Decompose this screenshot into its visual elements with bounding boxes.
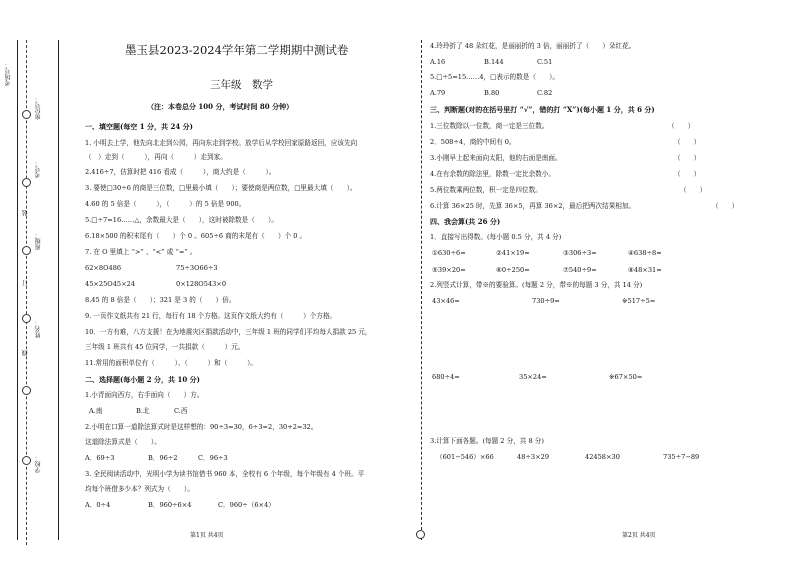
seal-char-1: 装 — [22, 210, 29, 216]
binding-line-outer — [17, 40, 18, 540]
question-choice-2a: 2.小明在口算一道除法算式时是这样想的：90÷3=30，6÷3=2，30+2=32。 — [85, 423, 318, 431]
binding-hole-icon — [22, 246, 31, 255]
oral-calc-item: ⑥0÷250= — [496, 266, 530, 274]
name-field-label: 姓名： — [35, 320, 42, 338]
vertical-calc-item: 35×24= — [519, 373, 547, 381]
oral-calc-item: ②41×19≈ — [496, 249, 530, 257]
question-choice-3a: 3. 全民阅读活动中，光明小学为读书馆借书 960 本，全校有 6 个年级，每个年级有 4 个班。平 — [85, 470, 365, 478]
choice-option: C．96÷3 — [198, 454, 228, 462]
judge-answer-paren[interactable]: （ ） — [674, 154, 701, 162]
oral-calc-item: ③306÷3= — [563, 249, 597, 257]
question-fill-1b: （ ）走到（ ），再向（ ）走到家。 — [85, 153, 227, 161]
mixed-calc-item: （601−546）×66 — [436, 453, 494, 461]
question-judge-3: 3.小刚早上起来面向太阳，他的右面是南面。 — [430, 154, 562, 162]
question-choice-1: 1.小青面向西方，右手面向（ ）方。 — [85, 391, 204, 399]
choice-option: B.144 — [484, 58, 504, 66]
choice-option: C．960÷（6×4） — [218, 501, 275, 509]
calc-part-2-heading: 2.列竖式计算，带※的要验算。(每题 2 分，带※的每题 3 分，共 14 分) — [430, 281, 643, 289]
question-fill-9: 9. 一页作文纸共有 21 行，每行有 18 个方格。这页作文纸大约有（ ）个方格。 — [85, 312, 337, 320]
question-fill-3: 3. 要使□30÷6 的商是三位数，□里最小填（ ）；要使商是两位数，□里最大填（ ）。 — [85, 184, 357, 192]
section-choice-heading: 二、选择题(每小题 2 分，共 10 分) — [85, 375, 200, 384]
binding-hole-icon — [22, 110, 31, 119]
vertical-calc-item: 43×46= — [432, 297, 460, 305]
question-judge-4: 4.在有余数的除法里，除数一定比余数小。 — [430, 170, 555, 178]
exam-subtitle: 三年级 数学 — [210, 79, 273, 91]
choice-option: A．69÷3 — [85, 454, 115, 462]
question-fill-11: 11.常用的面积单位有（ ）、（ ）和（ ）。 — [85, 359, 258, 367]
compare-item: 0×128O543×0 — [176, 280, 227, 288]
choice-option: A.79 — [430, 89, 446, 97]
calc-part-3-heading: 3.计算下面各题。(每题 2 分，共 8 分) — [430, 437, 544, 445]
choice-option: C.82 — [537, 89, 553, 97]
section-judge-heading: 三、判断题(对的在括号里打 “√”，错的打 “X”)(每小题 1 分，共 6 分) — [430, 105, 655, 114]
exam-number-label: 考号： — [35, 160, 42, 178]
seat-field-label: 座位号： — [35, 96, 42, 120]
question-judge-1: 1.三位数除以一位数，商一定是三位数。 — [430, 122, 549, 130]
choice-option: A.16 — [430, 58, 446, 66]
calc-part-1-heading: 1．直接写出得数。(每小题 0.5 分，共 4 分) — [430, 233, 562, 241]
exam-title: 墨玉县2023-2024学年第二学期期中测试卷 — [125, 43, 349, 57]
judge-answer-paren[interactable]: （ ） — [680, 186, 707, 194]
page-divider — [421, 40, 422, 540]
choice-option: B.北 — [136, 407, 150, 415]
page-footer-right: 第2页 共4页 — [622, 532, 656, 539]
binding-line-inner — [58, 40, 59, 540]
judge-answer-paren[interactable]: （ ） — [674, 170, 701, 178]
question-choice-5: 5.□÷5=15……4，□表示的数是（ ）。 — [430, 73, 559, 81]
judge-answer-paren[interactable]: （ ） — [668, 122, 695, 130]
question-judge-5: 5.两位数乘两位数，积一定是四位数。 — [430, 186, 542, 194]
oral-calc-item: ①630÷6= — [432, 249, 466, 257]
school-name-label: 学校： — [35, 455, 42, 473]
question-fill-10a: 10．一方有难，八方支援！在为地震灾区捐款活动中，三年级 1 班的同学们平均每人捐款 25 元， — [85, 328, 372, 336]
compare-item: 45×25O45×24 — [85, 280, 136, 288]
choice-option: C.西 — [174, 407, 188, 415]
choice-option: B．960÷6×4 — [148, 501, 192, 509]
binding-hole-icon — [22, 386, 31, 395]
binding-hole-icon — [22, 314, 31, 323]
mixed-calc-item: 48÷3×29 — [517, 453, 550, 461]
school-field-label: 考场号： — [5, 62, 12, 86]
vertical-calc-item: 730÷9= — [532, 297, 560, 305]
question-judge-2: 2．508÷4，商的中间有 0。 — [430, 138, 516, 146]
question-choice-2b: 这道除法算式是（ ）。 — [85, 438, 161, 446]
vertical-calc-item: 680÷4= — [432, 373, 460, 381]
vertical-calc-item: ※67×50= — [609, 373, 643, 381]
mixed-calc-item: 735÷7−89 — [663, 453, 700, 461]
oral-calc-item: ⑧48×31≈ — [628, 266, 662, 274]
class-field-label: 班级： — [35, 232, 42, 250]
question-fill-10b: 三年级 1 班共有 45 位同学，一共捐款（ ）元。 — [85, 343, 245, 351]
mixed-calc-item: 42458×30 — [585, 453, 620, 461]
question-fill-1a: 1. 小明去上学，他先向北走到公园，再向东走到学校。放学后从学校回家原路返回，应该先向 — [85, 139, 358, 147]
judge-answer-paren[interactable]: （ ） — [674, 138, 701, 146]
question-fill-8: 8.45 的 8 倍是（ ）；321 是 3 的（ ）倍。 — [85, 296, 236, 304]
choice-option: C.51 — [537, 58, 553, 66]
page-footer-left: 第1页 共4页 — [190, 532, 224, 539]
question-fill-4: 4.60 的 5 倍是（ ），（ ）的 5 倍是 900。 — [85, 200, 246, 208]
question-choice-4: 4.玲玲折了 48 朵红花，是丽丽折的 3 倍，丽丽折了（ ）朵红花。 — [430, 42, 636, 50]
binding-hole-icon — [22, 178, 31, 187]
question-fill-5: 5.□÷7=16……△，余数最大是（ ），这时被除数是（ ）。 — [85, 216, 278, 224]
vertical-calc-item: ※517÷5= — [622, 297, 656, 305]
oral-calc-item: ④638÷8≈ — [628, 249, 662, 257]
section-calc-heading: 四、我会算(共 26 分) — [430, 217, 501, 226]
oral-calc-item: ⑦540÷9= — [563, 266, 597, 274]
compare-item: 75÷3O66÷3 — [176, 264, 218, 272]
question-fill-6: 6.18×500 的积末尾有（ ）个 0 。605÷6 商的末尾有（ ）个 0 。 — [85, 232, 307, 240]
binding-hole-icon — [416, 530, 425, 539]
question-judge-6: 6.计算 36×25 时，先算 36×5，再算 36×2，最后把两次结果相加。 — [430, 202, 636, 210]
exam-note: （注：本卷总分 100 分，考试时间 80 分钟） — [147, 102, 294, 111]
seal-char-3: 线 — [22, 350, 29, 356]
seal-char-2: 订 — [22, 280, 29, 286]
oral-calc-item: ⑤39×20= — [432, 266, 466, 274]
judge-answer-paren[interactable]: （ ） — [712, 202, 739, 210]
choice-option: B．96÷2 — [148, 454, 178, 462]
choice-option: A.南 — [89, 407, 103, 415]
binding-margin — [0, 0, 70, 562]
choice-option: B.80 — [484, 89, 500, 97]
question-fill-2: 2.416÷7，估算时把 416 看成（ ），商大约是（ ）。 — [85, 168, 276, 176]
choice-option: A．0÷4 — [85, 501, 111, 509]
question-fill-7: 7. 在 O 里填上 “>” 、“<” 或 “=” 。 — [85, 248, 197, 256]
section-fill-blank-heading: 一、填空题(每空 1 分，共 24 分) — [85, 122, 193, 131]
binding-hole-icon — [22, 456, 31, 465]
question-choice-3b: 均每个班借多少本？列式为（ ）。 — [85, 485, 194, 493]
compare-item: 62×8O486 — [85, 264, 122, 272]
